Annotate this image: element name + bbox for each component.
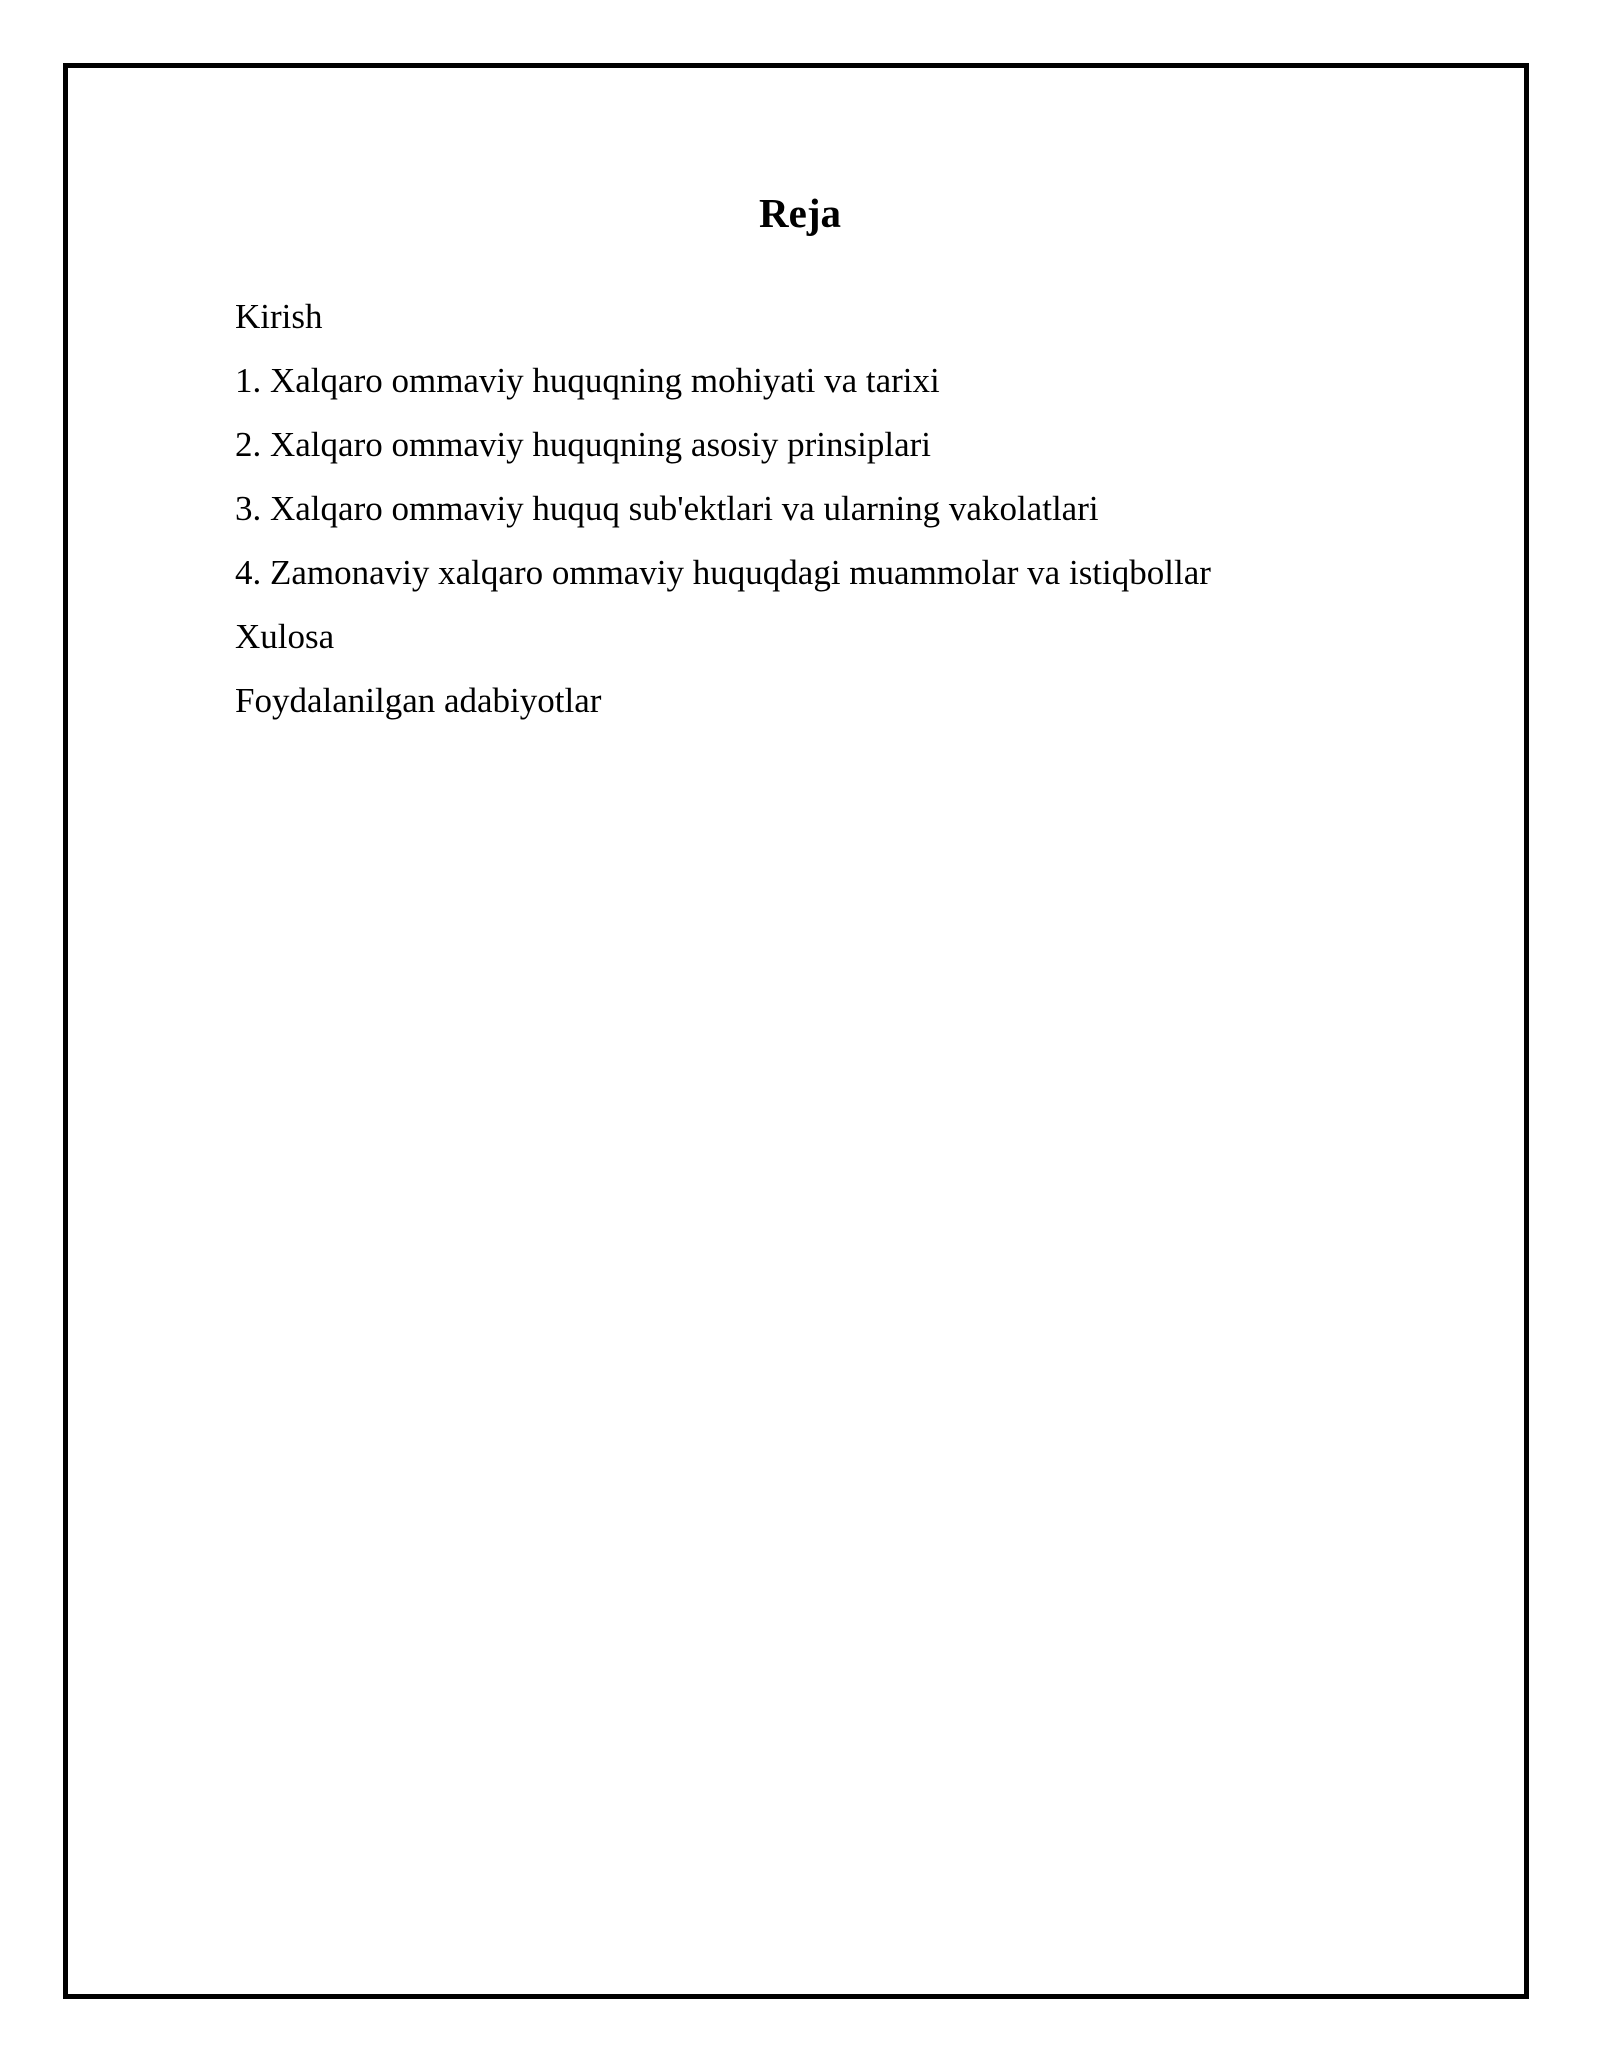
plan-item-references: Foydalanilgan adabiyotlar xyxy=(235,681,602,720)
plan-item-1: 1. Xalqaro ommaviy huquqning mohiyati va tarixi xyxy=(235,361,940,400)
plan-item-3: 3. Xalqaro ommaviy huquq sub'ektlari va ularning vakolatlari xyxy=(235,489,1099,528)
plan-list xyxy=(235,285,1211,733)
page-title: Reja xyxy=(759,190,841,236)
plan-item-4: 4. Zamonaviy xalqaro ommaviy huquqdagi muammolar va istiqbollar xyxy=(235,553,1211,592)
plan-item-introduction: Kirish xyxy=(235,297,323,336)
plan-item-conclusion: Xulosa xyxy=(235,617,335,656)
plan-item-2: 2. Xalqaro ommaviy huquqning asosiy prinsiplari xyxy=(235,425,932,464)
